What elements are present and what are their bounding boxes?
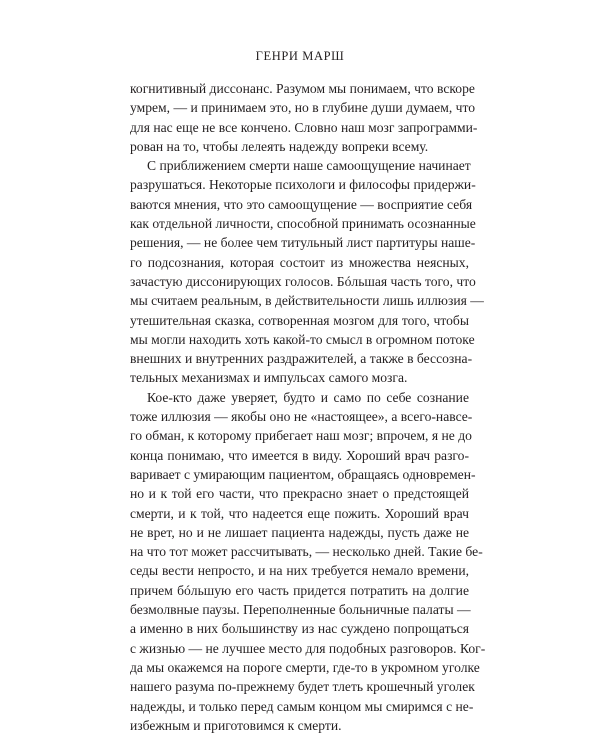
text-line: избежным и приготовимся к смерти. [130, 717, 342, 733]
paragraph-3 [130, 388, 486, 735]
text-line: С приближением смерти наше самоощущение начинает [147, 158, 471, 174]
text-line: варивает с умирающим пациентом, обращаясь одновремен- [130, 466, 476, 482]
text-line: нашего разума по-прежнему будет тлеть крошечный уголек [130, 679, 475, 695]
text-line: го подсознания, которая состоит из множества неясных, [130, 254, 469, 270]
text-line: мы могли находить хоть какой-то смысл в огромном потоке [130, 331, 475, 347]
paragraph-1 [130, 79, 478, 156]
text-line: на что тот может рассчитывать, — несколько дней. Такие бе- [130, 544, 483, 560]
text-line: утешительная сказка, сотворенная мозгом для того, чтобы [130, 312, 469, 328]
text-line: с жизнью — не лучшее место для подобных разговоров. Ког- [130, 640, 486, 656]
text-line: причем бóльшую его часть придется потратить на долгие [130, 582, 469, 598]
running-head: ГЕНРИ МАРШ [255, 49, 345, 63]
text-line: не врет, но и не лишает пациента надежды, пусть даже не [130, 524, 469, 540]
text-line: да мы окажемся на пороге смерти, где-то в укромном уголке [130, 659, 480, 675]
text-line: безмолвные паузы. Переполненные больничные палаты — [130, 602, 471, 618]
text-line: а именно в них большинству из нас суждено попрощаться [130, 621, 469, 637]
text-line: го обман, к которому прибегает наш мозг; впрочем, я не до [130, 428, 472, 444]
text-line: смерти, и к той, что надеется еще пожить. Хороший врач [130, 505, 469, 521]
text-line: но и к той его части, что прекрасно знает о предстоящей [130, 486, 469, 502]
text-line: Кое-кто даже уверяет, будто и само по себе сознание [147, 389, 469, 405]
text-line: конца понимаю, что имеется в виду. Хороший врач разго- [130, 447, 469, 463]
text-line: разрушаться. Некоторые психологи и философы придержи- [130, 177, 476, 193]
text-line: рован на то, чтобы лелеять надежду вопреки всему. [130, 138, 429, 154]
text-line: тельных механизмах и импульсах самого мозга. [130, 370, 408, 386]
text-line: мы считаем реальным, в действительности лишь иллюзия — [130, 293, 484, 309]
text-line: для нас еще не все кончено. Словно наш мозг запрограмми- [130, 119, 478, 135]
text-line: решения, — не более чем титульный лист партитуры наше- [130, 235, 476, 251]
body-text [130, 79, 486, 735]
text-line: умрем, — и принимаем это, но в глубине души думаем, что [130, 100, 476, 116]
text-line: когнитивный диссонанс. Разумом мы понимаем, что вскоре [130, 81, 475, 96]
text-line: тоже иллюзия — якобы оно не «настоящее», а всего-навсе- [130, 409, 473, 425]
text-line: седы вести непросто, и на них требуется немало времени, [130, 563, 469, 579]
text-line: ваются мнения, что это самоощущение — восприятие себя [130, 196, 473, 212]
text-line: надежды, и только перед самым концом мы смиримся с не- [130, 698, 474, 714]
text-line: как отдельной личности, способной принимать осознанные [130, 216, 476, 232]
text-line: зачастую диссонирующих голосов. Бóльшая часть того, что [130, 273, 476, 289]
text-line: внешних и внутренних раздражителей, а также в бессозна- [130, 351, 473, 367]
paragraph-2 [130, 156, 484, 388]
